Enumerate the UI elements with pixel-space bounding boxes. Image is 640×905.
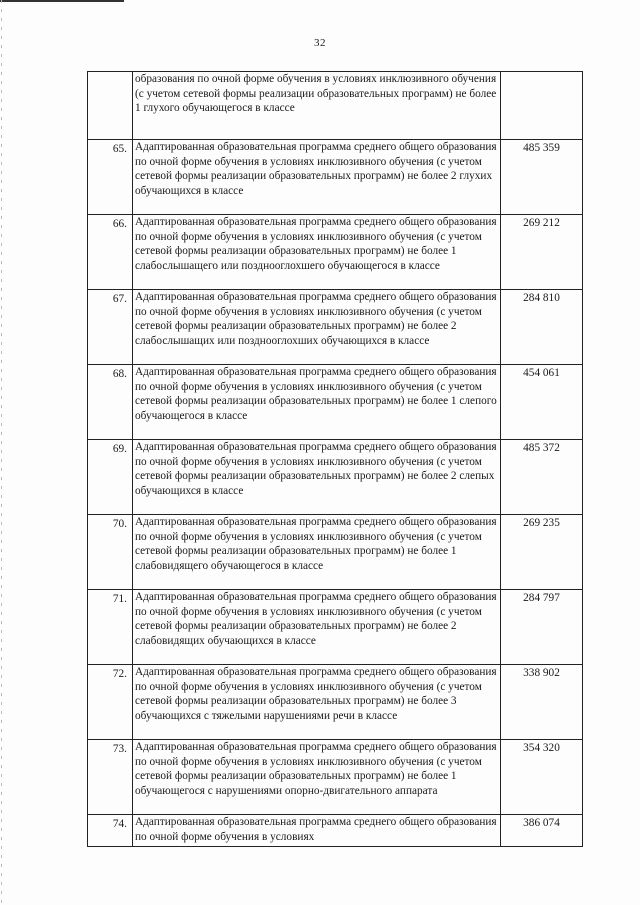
row-number: 72.	[88, 665, 133, 740]
program-amount: 284 810	[501, 290, 583, 365]
table-row	[88, 440, 583, 515]
scan-edge-mark	[0, 0, 124, 2]
program-amount: 386 074	[501, 815, 583, 847]
program-description: Адаптированная образовательная программа среднего общего образования по очной форме обучения в условиях инклюзивного обучения (с учетом сетевой формы реализации образовательных программ) не более 1 слепого обучающегося в классе	[133, 365, 501, 440]
table-row	[88, 740, 583, 815]
program-description: Адаптированная образовательная программа среднего общего образования по очной форме обучения в условиях	[133, 815, 501, 847]
program-description: Адаптированная образовательная программа среднего общего образования по очной форме обучения в условиях инклюзивного обучения (с учетом сетевой формы реализации образовательных программ) не более 2 слабослышащих или позднооглохших обучающихся в классе	[133, 290, 501, 365]
row-number: 66.	[88, 215, 133, 290]
scan-edge-dotted-line	[1, 0, 2, 905]
program-amount: 269 235	[501, 515, 583, 590]
program-description: Адаптированная образовательная программа среднего общего образования по очной форме обучения в условиях инклюзивного обучения (с учетом сетевой формы реализации образовательных программ) не более 2 глухих обучающихся в классе	[133, 140, 501, 215]
table-row	[88, 590, 583, 665]
program-description: Адаптированная образовательная программа среднего общего образования по очной форме обучения в условиях инклюзивного обучения (с учетом сетевой формы реализации образовательных программ) не более 1 слабовидящего обучающегося в классе	[133, 515, 501, 590]
row-number: 74.	[88, 815, 133, 847]
row-number: 70.	[88, 515, 133, 590]
program-amount: 354 320	[501, 740, 583, 815]
program-amount: 485 372	[501, 440, 583, 515]
row-number: 68.	[88, 365, 133, 440]
program-amount: 284 797	[501, 590, 583, 665]
table-row	[88, 140, 583, 215]
table-row	[88, 290, 583, 365]
table-row	[88, 815, 583, 847]
table-row-continuation	[88, 72, 583, 140]
program-description: Адаптированная образовательная программа среднего общего образования по очной форме обучения в условиях инклюзивного обучения (с учетом сетевой формы реализации образовательных программ) не более 1 слабослышащего или позднооглохшего обучающегося в классе	[133, 215, 501, 290]
table-row	[88, 215, 583, 290]
program-amount: 338 902	[501, 665, 583, 740]
program-amount: 485 359	[501, 140, 583, 215]
table-row	[88, 665, 583, 740]
program-description: Адаптированная образовательная программа среднего общего образования по очной форме обучения в условиях инклюзивного обучения (с учетом сетевой формы реализации образовательных программ) не более 2 слепых обучающихся в классе	[133, 440, 501, 515]
row-number: 71.	[88, 590, 133, 665]
table-row	[88, 515, 583, 590]
row-number: 69.	[88, 440, 133, 515]
page-number: 32	[314, 37, 326, 49]
program-amount: 454 061	[501, 365, 583, 440]
row-number: 67.	[88, 290, 133, 365]
program-amount	[501, 72, 583, 140]
row-number: 73.	[88, 740, 133, 815]
program-cost-table	[87, 71, 583, 847]
program-amount: 269 212	[501, 215, 583, 290]
program-description: Адаптированная образовательная программа среднего общего образования по очной форме обучения в условиях инклюзивного обучения (с учетом сетевой формы реализации образовательных программ) не более 2 слабовидящих обучающихся в классе	[133, 590, 501, 665]
row-number	[88, 72, 133, 140]
row-number: 65.	[88, 140, 133, 215]
table-row	[88, 365, 583, 440]
program-description: Адаптированная образовательная программа среднего общего образования по очной форме обучения в условиях инклюзивного обучения (с учетом сетевой формы реализации образовательных программ) не более 1 обучающегося с нарушениями опорно-двигательного аппарата	[133, 740, 501, 815]
program-description: образования по очной форме обучения в условиях инклюзивного обучения (с учетом сетевой формы реализации образовательных программ) не более 1 глухого обучающегося в классе	[133, 72, 501, 140]
program-description: Адаптированная образовательная программа среднего общего образования по очной форме обучения в условиях инклюзивного обучения (с учетом сетевой формы реализации образовательных программ) не более 3 обучающихся с тяжелыми нарушениями речи в классе	[133, 665, 501, 740]
